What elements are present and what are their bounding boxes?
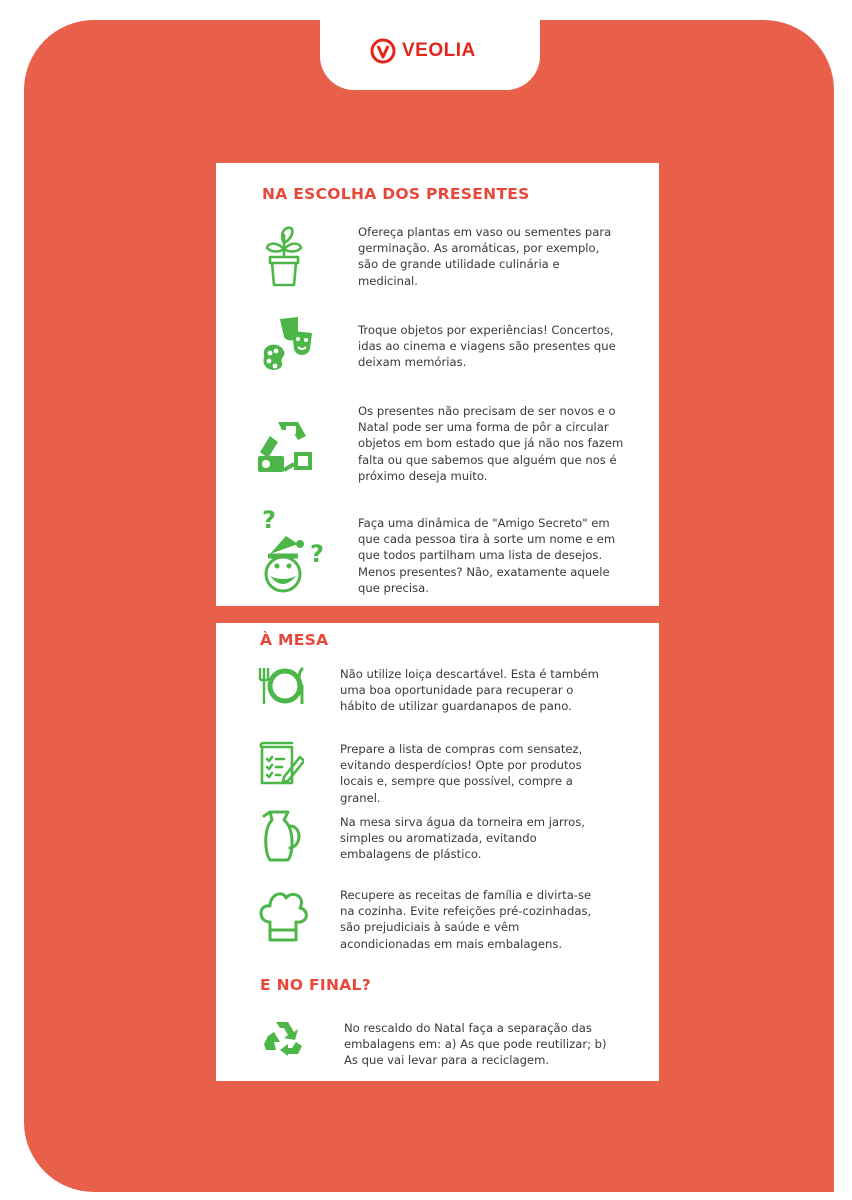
- theatre-masks-palette-icon: [258, 315, 314, 375]
- secret-santa-icon: [256, 508, 332, 596]
- tip-text: No rescaldo do Natal faça a separação das embalagens em: a) As que pode reutilizar; b) As que vai levar para a reciclagem.: [344, 1021, 607, 1068]
- tip-text: Os presentes não precisam de ser novos e o Natal pode ser uma forma de pôr a circular objetos em bom estado que já não nos fazem falta ou que sabemos que alguém que nos é próximo deseja muito.: [358, 404, 624, 483]
- tip-text: Na mesa sirva água da torneira em jarros, simples ou aromatizada, evitando embalagens de plástico.: [340, 815, 585, 862]
- section-title-gifts: NA ESCOLHA DOS PRESENTES: [262, 185, 530, 203]
- tip-text: Recupere as receitas de família e divirta-se na cozinha. Evite refeições pré-cozinhadas, são prejudiciais à saúde e vêm acondicionadas em mais embalagens.: [340, 888, 592, 951]
- table-panel: [216, 623, 659, 1081]
- tip-text: Prepare a lista de compras com sensatez, evitando desperdícios! Opte por produtos locais e, sempre que possível, compre a granel.: [340, 742, 583, 805]
- veolia-logo-icon: [370, 38, 396, 64]
- potted-plant-icon: [258, 221, 310, 289]
- section-title-table: À MESA: [260, 631, 329, 649]
- tip-text: Faça uma dinâmica de "Amigo Secreto" em que cada pessoa tira à sorte um nome e em que todos partilham uma lista de desejos. Menos presentes? Não, exatamente aquele que precisa.: [358, 516, 616, 595]
- reuse-objects-icon: [254, 418, 318, 478]
- chef-hat-icon: [256, 888, 310, 944]
- plate-cutlery-icon: [256, 666, 306, 706]
- shopping-list-icon: [258, 741, 304, 787]
- svg-text:?: ?: [310, 540, 324, 568]
- section-title-final: E NO FINAL?: [260, 976, 372, 994]
- recycle-icon: [262, 1018, 304, 1058]
- veolia-logo: [370, 38, 476, 64]
- svg-text:?: ?: [262, 508, 276, 534]
- gifts-panel: [216, 163, 659, 606]
- brand-name: VEOLIA: [402, 40, 476, 61]
- tip-text: Ofereça plantas em vaso ou sementes para germinação. As aromáticas, por exemplo, são de grande utilidade culinária e medicinal.: [358, 225, 612, 288]
- water-jug-icon: [260, 808, 304, 864]
- tip-text: Troque objetos por experiências! Concertos, idas ao cinema e viagens são presentes que deixam memórias.: [358, 323, 616, 370]
- tip-text: Não utilize loiça descartável. Esta é também uma boa oportunidade para recuperar o hábito de utilizar guardanapos de pano.: [340, 667, 599, 714]
